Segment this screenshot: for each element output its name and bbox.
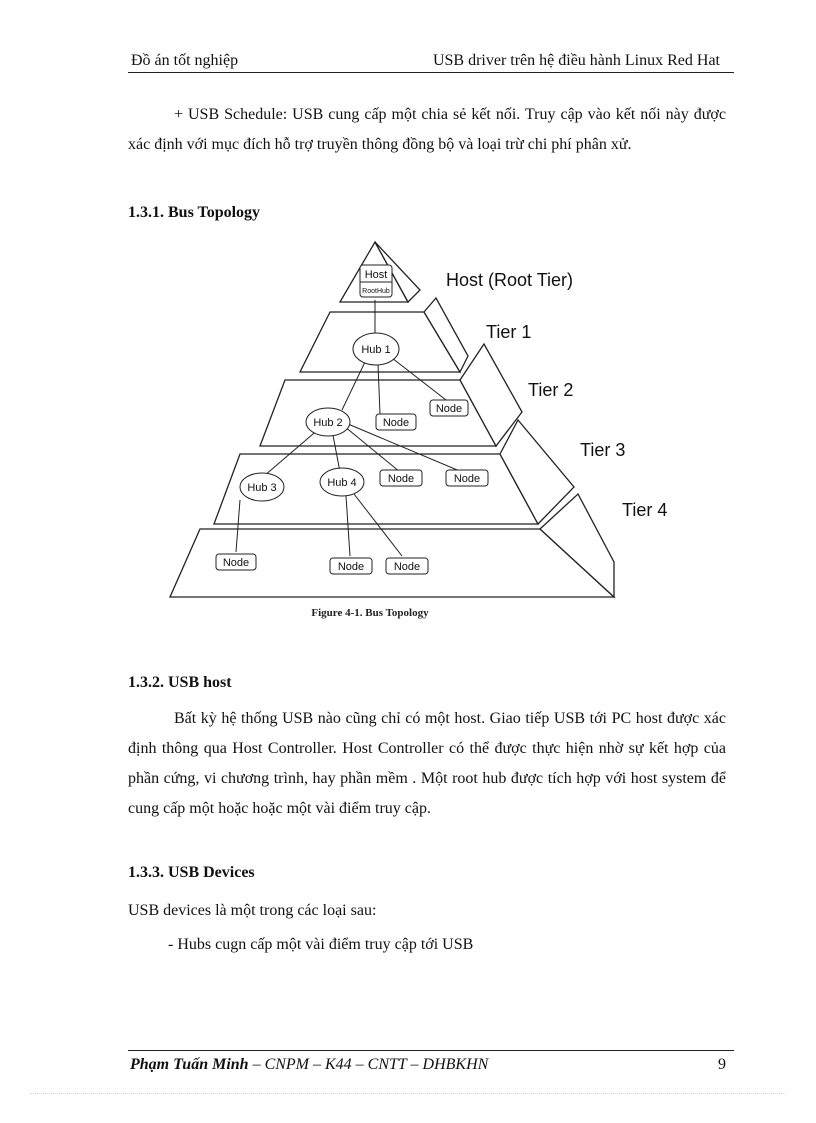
header-right: USB driver trên hệ điều hành Linux Red Hat bbox=[432, 52, 720, 69]
page-bottom-border bbox=[30, 1093, 786, 1094]
footer-credit bbox=[130, 1056, 488, 1074]
node-label: Node bbox=[435, 403, 463, 415]
header-left: Đồ án tốt nghiệp bbox=[131, 52, 239, 69]
tier-label-4: Tier 4 bbox=[622, 500, 668, 520]
host-label: Host bbox=[364, 269, 388, 281]
pyramid-diagram bbox=[160, 232, 700, 632]
node-label: Node bbox=[337, 561, 365, 573]
tier-label-1: Tier 1 bbox=[486, 322, 532, 342]
node-label: Node bbox=[222, 557, 250, 569]
section-heading-usb-devices: 1.3.3. USB Devices bbox=[128, 864, 255, 881]
paragraph-usb-schedule: + USB Schedule: USB cung cấp một chia sẻ kết nối. Truy cập vào kết nối này được xác định với mục đích hỗ trợ truyền thông đồng bộ và loại trừ chi phí phân xử. bbox=[128, 106, 726, 153]
node-label: Node bbox=[393, 561, 421, 573]
hub-4-label: Hub 4 bbox=[327, 477, 357, 489]
tier-label-2: Tier 2 bbox=[528, 380, 574, 400]
page-number: 9 bbox=[718, 1056, 726, 1073]
node-label: Node bbox=[387, 473, 415, 485]
hub-3-label: Hub 3 bbox=[247, 482, 277, 494]
page-header bbox=[128, 50, 734, 73]
bus-topology-figure bbox=[160, 232, 700, 632]
tier-label-3: Tier 3 bbox=[580, 440, 626, 460]
roothub-label: RootHub bbox=[362, 288, 390, 295]
figure-caption: Figure 4-1. Bus Topology bbox=[311, 607, 429, 619]
paragraph-usb-devices: USB devices là một trong các loại sau: bbox=[128, 902, 377, 919]
hub-1-label: Hub 1 bbox=[361, 344, 391, 356]
bullet-hubs: - Hubs cugn cấp một vài điểm truy cập tới USB bbox=[168, 936, 474, 953]
tier-label-root: Host (Root Tier) bbox=[446, 270, 574, 290]
section-heading-usb-host: 1.3.2. USB host bbox=[128, 674, 232, 691]
footer-affiliation: – CNPM – K44 – CNTT – DHBKHN bbox=[248, 1056, 489, 1073]
hub-2-label: Hub 2 bbox=[313, 417, 343, 429]
section-heading-bus-topology: 1.3.1. Bus Topology bbox=[128, 204, 261, 221]
node-label: Node bbox=[453, 473, 481, 485]
paragraph-usb-host: Bất kỳ hệ thống USB nào cũng chỉ có một host. Giao tiếp USB tới PC host được xác định thông qua Host Controller. Host Controller có thể được thực hiện nhờ sự kết hợp của phần cứng, vi chương trình, hay phần mềm . Một root hub được tích hợp với host system để cung cấp một hoặc hoặc một vài điểm truy cập. bbox=[128, 710, 726, 817]
page-footer bbox=[128, 1050, 734, 1073]
footer-author: Phạm Tuấn Minh bbox=[130, 1056, 249, 1073]
node-label: Node bbox=[382, 417, 410, 429]
